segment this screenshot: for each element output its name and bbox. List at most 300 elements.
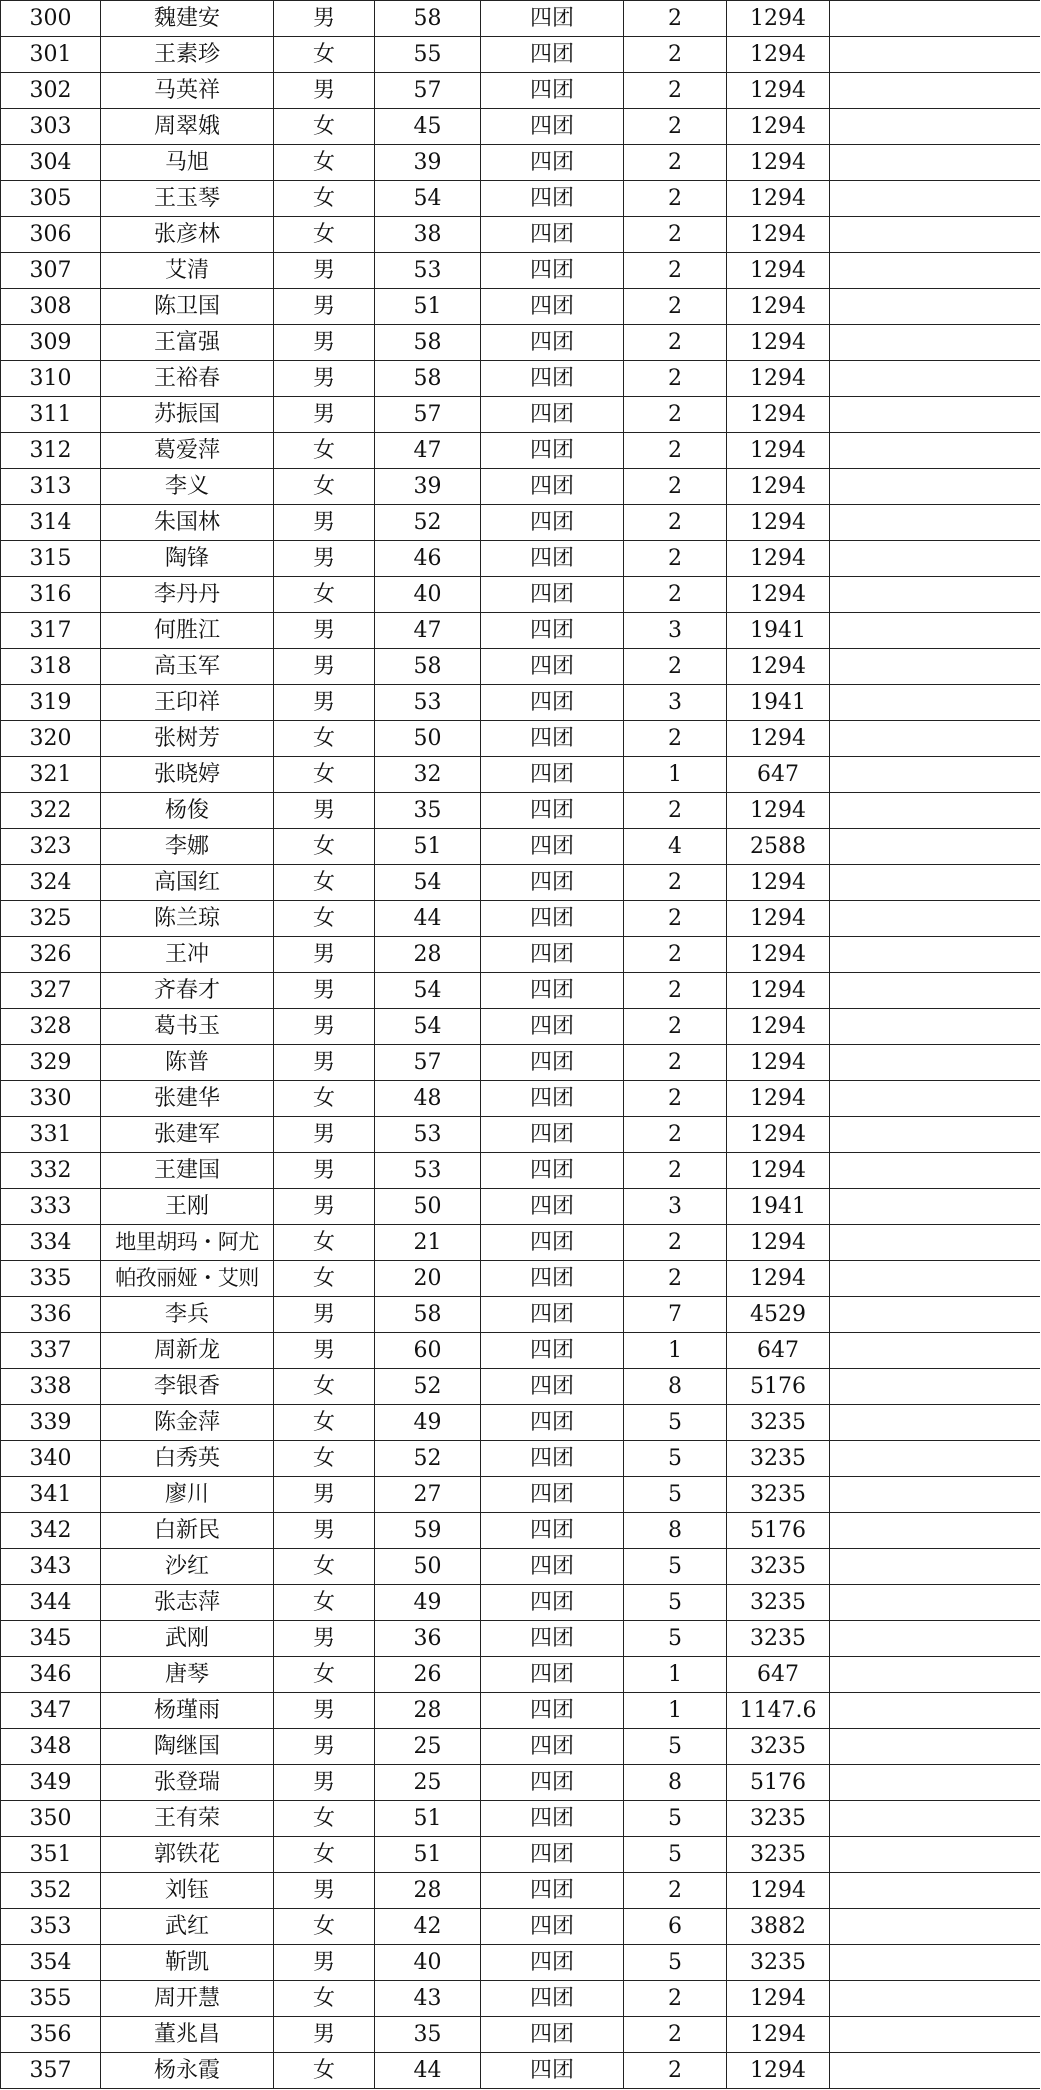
age-cell: 47 <box>375 433 481 469</box>
empty-cell <box>830 217 1040 253</box>
age-cell: 58 <box>375 649 481 685</box>
group-cell: 四团 <box>481 1477 624 1513</box>
table-row <box>1 1297 1040 1333</box>
table-row <box>1 1189 1040 1225</box>
empty-cell <box>830 1549 1040 1585</box>
amount-cell: 1147.6 <box>727 1693 830 1729</box>
name-cell: 张志萍 <box>101 1585 274 1621</box>
count-cell: 3 <box>624 1189 727 1225</box>
row-number-cell: 336 <box>1 1297 101 1333</box>
name-cell: 张登瑞 <box>101 1765 274 1801</box>
empty-cell <box>830 1729 1040 1765</box>
gender-cell: 男 <box>274 361 375 397</box>
row-number-cell: 335 <box>1 1261 101 1297</box>
name-cell: 王建国 <box>101 1153 274 1189</box>
gender-cell: 女 <box>274 2053 375 2089</box>
row-number-cell: 301 <box>1 37 101 73</box>
count-cell: 2 <box>624 73 727 109</box>
name-cell: 陈普 <box>101 1045 274 1081</box>
count-cell: 6 <box>624 1909 727 1945</box>
count-cell: 2 <box>624 217 727 253</box>
table-row <box>1 1513 1040 1549</box>
gender-cell: 女 <box>274 181 375 217</box>
gender-cell: 男 <box>274 1729 375 1765</box>
amount-cell: 1294 <box>727 469 830 505</box>
age-cell: 60 <box>375 1333 481 1369</box>
name-cell: 王富强 <box>101 325 274 361</box>
count-cell: 2 <box>624 469 727 505</box>
age-cell: 25 <box>375 1729 481 1765</box>
count-cell: 8 <box>624 1369 727 1405</box>
amount-cell: 1294 <box>727 793 830 829</box>
gender-cell: 女 <box>274 1657 375 1693</box>
group-cell: 四团 <box>481 721 624 757</box>
table-row <box>1 685 1040 721</box>
age-cell: 43 <box>375 1981 481 2017</box>
age-cell: 44 <box>375 901 481 937</box>
gender-cell: 女 <box>274 829 375 865</box>
empty-cell <box>830 1369 1040 1405</box>
amount-cell: 3235 <box>727 1585 830 1621</box>
table-row <box>1 1801 1040 1837</box>
age-cell: 52 <box>375 1441 481 1477</box>
group-cell: 四团 <box>481 1729 624 1765</box>
age-cell: 21 <box>375 1225 481 1261</box>
age-cell: 51 <box>375 1837 481 1873</box>
age-cell: 57 <box>375 397 481 433</box>
age-cell: 59 <box>375 1513 481 1549</box>
row-number-cell: 334 <box>1 1225 101 1261</box>
count-cell: 2 <box>624 397 727 433</box>
group-cell: 四团 <box>481 253 624 289</box>
empty-cell <box>830 1333 1040 1369</box>
table-row <box>1 1369 1040 1405</box>
row-number-cell: 309 <box>1 325 101 361</box>
name-cell: 李丹丹 <box>101 577 274 613</box>
age-cell: 35 <box>375 2017 481 2053</box>
age-cell: 50 <box>375 721 481 757</box>
gender-cell: 男 <box>274 1045 375 1081</box>
amount-cell: 647 <box>727 757 830 793</box>
row-number-cell: 306 <box>1 217 101 253</box>
table-row <box>1 1009 1040 1045</box>
name-cell: 王有荣 <box>101 1801 274 1837</box>
row-number-cell: 303 <box>1 109 101 145</box>
gender-cell: 男 <box>274 649 375 685</box>
row-number-cell: 353 <box>1 1909 101 1945</box>
count-cell: 1 <box>624 1333 727 1369</box>
gender-cell: 女 <box>274 1225 375 1261</box>
age-cell: 49 <box>375 1585 481 1621</box>
age-cell: 51 <box>375 1801 481 1837</box>
amount-cell: 1294 <box>727 253 830 289</box>
age-cell: 40 <box>375 577 481 613</box>
empty-cell <box>830 541 1040 577</box>
empty-cell <box>830 361 1040 397</box>
empty-cell <box>830 1837 1040 1873</box>
row-number-cell: 354 <box>1 1945 101 1981</box>
row-number-cell: 322 <box>1 793 101 829</box>
row-number-cell: 330 <box>1 1081 101 1117</box>
age-cell: 53 <box>375 253 481 289</box>
gender-cell: 女 <box>274 577 375 613</box>
age-cell: 58 <box>375 1 481 37</box>
group-cell: 四团 <box>481 325 624 361</box>
gender-cell: 女 <box>274 1585 375 1621</box>
gender-cell: 女 <box>274 1441 375 1477</box>
gender-cell: 女 <box>274 1369 375 1405</box>
name-cell: 周翠娥 <box>101 109 274 145</box>
age-cell: 58 <box>375 325 481 361</box>
empty-cell <box>830 325 1040 361</box>
table-row <box>1 469 1040 505</box>
amount-cell: 2588 <box>727 829 830 865</box>
name-cell: 张树芳 <box>101 721 274 757</box>
table-row <box>1 1837 1040 1873</box>
gender-cell: 女 <box>274 37 375 73</box>
empty-cell <box>830 1693 1040 1729</box>
name-cell: 李银香 <box>101 1369 274 1405</box>
count-cell: 5 <box>624 1441 727 1477</box>
gender-cell: 男 <box>274 253 375 289</box>
count-cell: 1 <box>624 1693 727 1729</box>
empty-cell <box>830 397 1040 433</box>
count-cell: 2 <box>624 793 727 829</box>
count-cell: 2 <box>624 1117 727 1153</box>
count-cell: 2 <box>624 325 727 361</box>
count-cell: 5 <box>624 1621 727 1657</box>
name-cell: 张建华 <box>101 1081 274 1117</box>
count-cell: 2 <box>624 433 727 469</box>
empty-cell <box>830 1297 1040 1333</box>
name-cell: 朱国林 <box>101 505 274 541</box>
row-number-cell: 350 <box>1 1801 101 1837</box>
group-cell: 四团 <box>481 361 624 397</box>
amount-cell: 3235 <box>727 1837 830 1873</box>
group-cell: 四团 <box>481 649 624 685</box>
group-cell: 四团 <box>481 1225 624 1261</box>
name-cell: 陈兰琼 <box>101 901 274 937</box>
name-cell: 董兆昌 <box>101 2017 274 2053</box>
row-number-cell: 307 <box>1 253 101 289</box>
age-cell: 20 <box>375 1261 481 1297</box>
age-cell: 28 <box>375 1873 481 1909</box>
amount-cell: 3235 <box>727 1549 830 1585</box>
count-cell: 2 <box>624 361 727 397</box>
table-row <box>1 1045 1040 1081</box>
group-cell: 四团 <box>481 1657 624 1693</box>
row-number-cell: 321 <box>1 757 101 793</box>
row-number-cell: 324 <box>1 865 101 901</box>
name-cell: 王素珍 <box>101 37 274 73</box>
table-row <box>1 73 1040 109</box>
row-number-cell: 351 <box>1 1837 101 1873</box>
age-cell: 52 <box>375 1369 481 1405</box>
gender-cell: 男 <box>274 73 375 109</box>
row-number-cell: 344 <box>1 1585 101 1621</box>
table-row <box>1 613 1040 649</box>
row-number-cell: 333 <box>1 1189 101 1225</box>
amount-cell: 1294 <box>727 541 830 577</box>
empty-cell <box>830 1477 1040 1513</box>
group-cell: 四团 <box>481 973 624 1009</box>
row-number-cell: 312 <box>1 433 101 469</box>
age-cell: 27 <box>375 1477 481 1513</box>
age-cell: 57 <box>375 1045 481 1081</box>
empty-cell <box>830 577 1040 613</box>
table-row <box>1 37 1040 73</box>
age-cell: 53 <box>375 685 481 721</box>
name-cell: 武红 <box>101 1909 274 1945</box>
group-cell: 四团 <box>481 829 624 865</box>
row-number-cell: 315 <box>1 541 101 577</box>
table-row <box>1 721 1040 757</box>
gender-cell: 男 <box>274 397 375 433</box>
empty-cell <box>830 1513 1040 1549</box>
count-cell: 5 <box>624 1945 727 1981</box>
empty-cell <box>830 433 1040 469</box>
age-cell: 44 <box>375 2053 481 2089</box>
name-cell: 地里胡玛・阿尤 <box>101 1225 274 1261</box>
gender-cell: 男 <box>274 1513 375 1549</box>
row-number-cell: 355 <box>1 1981 101 2017</box>
empty-cell <box>830 1981 1040 2017</box>
age-cell: 53 <box>375 1153 481 1189</box>
count-cell: 7 <box>624 1297 727 1333</box>
count-cell: 2 <box>624 109 727 145</box>
group-cell: 四团 <box>481 1873 624 1909</box>
table-row <box>1 1225 1040 1261</box>
table-row <box>1 1729 1040 1765</box>
count-cell: 2 <box>624 901 727 937</box>
empty-cell <box>830 613 1040 649</box>
count-cell: 3 <box>624 685 727 721</box>
empty-cell <box>830 1225 1040 1261</box>
table-row <box>1 397 1040 433</box>
name-cell: 王印祥 <box>101 685 274 721</box>
group-cell: 四团 <box>481 1117 624 1153</box>
table-row <box>1 865 1040 901</box>
amount-cell: 5176 <box>727 1765 830 1801</box>
name-cell: 帕孜丽娅・艾则 <box>101 1261 274 1297</box>
count-cell: 5 <box>624 1405 727 1441</box>
amount-cell: 1294 <box>727 109 830 145</box>
age-cell: 50 <box>375 1549 481 1585</box>
gender-cell: 女 <box>274 217 375 253</box>
gender-cell: 女 <box>274 109 375 145</box>
row-number-cell: 340 <box>1 1441 101 1477</box>
age-cell: 54 <box>375 973 481 1009</box>
name-cell: 张彦林 <box>101 217 274 253</box>
age-cell: 49 <box>375 1405 481 1441</box>
amount-cell: 1294 <box>727 181 830 217</box>
name-cell: 马英祥 <box>101 73 274 109</box>
table-row <box>1 1585 1040 1621</box>
count-cell: 2 <box>624 145 727 181</box>
amount-cell: 1294 <box>727 1 830 37</box>
count-cell: 5 <box>624 1729 727 1765</box>
count-cell: 5 <box>624 1477 727 1513</box>
table-row <box>1 1405 1040 1441</box>
amount-cell: 1294 <box>727 901 830 937</box>
age-cell: 52 <box>375 505 481 541</box>
empty-cell <box>830 793 1040 829</box>
row-number-cell: 302 <box>1 73 101 109</box>
table-row <box>1 1621 1040 1657</box>
amount-cell: 1294 <box>727 2017 830 2053</box>
row-number-cell: 356 <box>1 2017 101 2053</box>
empty-cell <box>830 973 1040 1009</box>
group-cell: 四团 <box>481 1693 624 1729</box>
table-row <box>1 325 1040 361</box>
row-number-cell: 319 <box>1 685 101 721</box>
amount-cell: 647 <box>727 1333 830 1369</box>
amount-cell: 1294 <box>727 1009 830 1045</box>
name-cell: 苏振国 <box>101 397 274 433</box>
table-body <box>1 1 1040 2089</box>
group-cell: 四团 <box>481 73 624 109</box>
name-cell: 王裕春 <box>101 361 274 397</box>
empty-cell <box>830 1801 1040 1837</box>
group-cell: 四团 <box>481 217 624 253</box>
gender-cell: 男 <box>274 1 375 37</box>
empty-cell <box>830 1909 1040 1945</box>
name-cell: 何胜江 <box>101 613 274 649</box>
empty-cell <box>830 1945 1040 1981</box>
empty-cell <box>830 1081 1040 1117</box>
age-cell: 55 <box>375 37 481 73</box>
gender-cell: 男 <box>274 325 375 361</box>
gender-cell: 女 <box>274 1081 375 1117</box>
row-number-cell: 331 <box>1 1117 101 1153</box>
count-cell: 8 <box>624 1765 727 1801</box>
empty-cell <box>830 757 1040 793</box>
group-cell: 四团 <box>481 1981 624 2017</box>
empty-cell <box>830 1873 1040 1909</box>
count-cell: 2 <box>624 1225 727 1261</box>
empty-cell <box>830 1585 1040 1621</box>
group-cell: 四团 <box>481 397 624 433</box>
amount-cell: 3235 <box>727 1801 830 1837</box>
count-cell: 2 <box>624 541 727 577</box>
row-number-cell: 343 <box>1 1549 101 1585</box>
count-cell: 1 <box>624 1657 727 1693</box>
amount-cell: 1941 <box>727 613 830 649</box>
amount-cell: 3235 <box>727 1441 830 1477</box>
age-cell: 38 <box>375 217 481 253</box>
gender-cell: 男 <box>274 613 375 649</box>
count-cell: 2 <box>624 721 727 757</box>
table-row <box>1 1117 1040 1153</box>
age-cell: 54 <box>375 1009 481 1045</box>
empty-cell <box>830 865 1040 901</box>
empty-cell <box>830 1657 1040 1693</box>
gender-cell: 女 <box>274 145 375 181</box>
count-cell: 5 <box>624 1801 727 1837</box>
table-row <box>1 1657 1040 1693</box>
name-cell: 葛爱萍 <box>101 433 274 469</box>
age-cell: 32 <box>375 757 481 793</box>
group-cell: 四团 <box>481 1621 624 1657</box>
age-cell: 54 <box>375 865 481 901</box>
group-cell: 四团 <box>481 1549 624 1585</box>
gender-cell: 女 <box>274 721 375 757</box>
empty-cell <box>830 1405 1040 1441</box>
name-cell: 杨瑾雨 <box>101 1693 274 1729</box>
name-cell: 白新民 <box>101 1513 274 1549</box>
age-cell: 58 <box>375 361 481 397</box>
table-row <box>1 937 1040 973</box>
row-number-cell: 308 <box>1 289 101 325</box>
count-cell: 8 <box>624 1513 727 1549</box>
empty-cell <box>830 73 1040 109</box>
name-cell: 高国红 <box>101 865 274 901</box>
name-cell: 王冲 <box>101 937 274 973</box>
gender-cell: 女 <box>274 469 375 505</box>
empty-cell <box>830 1765 1040 1801</box>
row-number-cell: 314 <box>1 505 101 541</box>
gender-cell: 女 <box>274 1909 375 1945</box>
group-cell: 四团 <box>481 1369 624 1405</box>
group-cell: 四团 <box>481 469 624 505</box>
amount-cell: 3882 <box>727 1909 830 1945</box>
row-number-cell: 348 <box>1 1729 101 1765</box>
empty-cell <box>830 181 1040 217</box>
count-cell: 2 <box>624 253 727 289</box>
group-cell: 四团 <box>481 685 624 721</box>
empty-cell <box>830 2053 1040 2089</box>
empty-cell <box>830 289 1040 325</box>
name-cell: 周新龙 <box>101 1333 274 1369</box>
count-cell: 2 <box>624 1 727 37</box>
gender-cell: 男 <box>274 793 375 829</box>
group-cell: 四团 <box>481 1189 624 1225</box>
amount-cell: 5176 <box>727 1513 830 1549</box>
age-cell: 57 <box>375 73 481 109</box>
name-cell: 杨俊 <box>101 793 274 829</box>
name-cell: 郭铁花 <box>101 1837 274 1873</box>
count-cell: 4 <box>624 829 727 865</box>
row-number-cell: 304 <box>1 145 101 181</box>
amount-cell: 647 <box>727 1657 830 1693</box>
amount-cell: 3235 <box>727 1945 830 1981</box>
name-cell: 陈卫国 <box>101 289 274 325</box>
age-cell: 42 <box>375 1909 481 1945</box>
count-cell: 5 <box>624 1585 727 1621</box>
group-cell: 四团 <box>481 865 624 901</box>
empty-cell <box>830 1261 1040 1297</box>
table-row <box>1 1333 1040 1369</box>
gender-cell: 男 <box>274 1297 375 1333</box>
amount-cell: 1294 <box>727 937 830 973</box>
empty-cell <box>830 37 1040 73</box>
age-cell: 40 <box>375 1945 481 1981</box>
group-cell: 四团 <box>481 2017 624 2053</box>
row-number-cell: 339 <box>1 1405 101 1441</box>
table-row <box>1 1153 1040 1189</box>
name-cell: 艾清 <box>101 253 274 289</box>
table-row <box>1 145 1040 181</box>
row-number-cell: 316 <box>1 577 101 613</box>
group-cell: 四团 <box>481 1801 624 1837</box>
gender-cell: 男 <box>274 541 375 577</box>
gender-cell: 男 <box>274 1945 375 1981</box>
amount-cell: 1294 <box>727 73 830 109</box>
row-number-cell: 310 <box>1 361 101 397</box>
amount-cell: 1294 <box>727 397 830 433</box>
empty-cell <box>830 109 1040 145</box>
group-cell: 四团 <box>481 433 624 469</box>
